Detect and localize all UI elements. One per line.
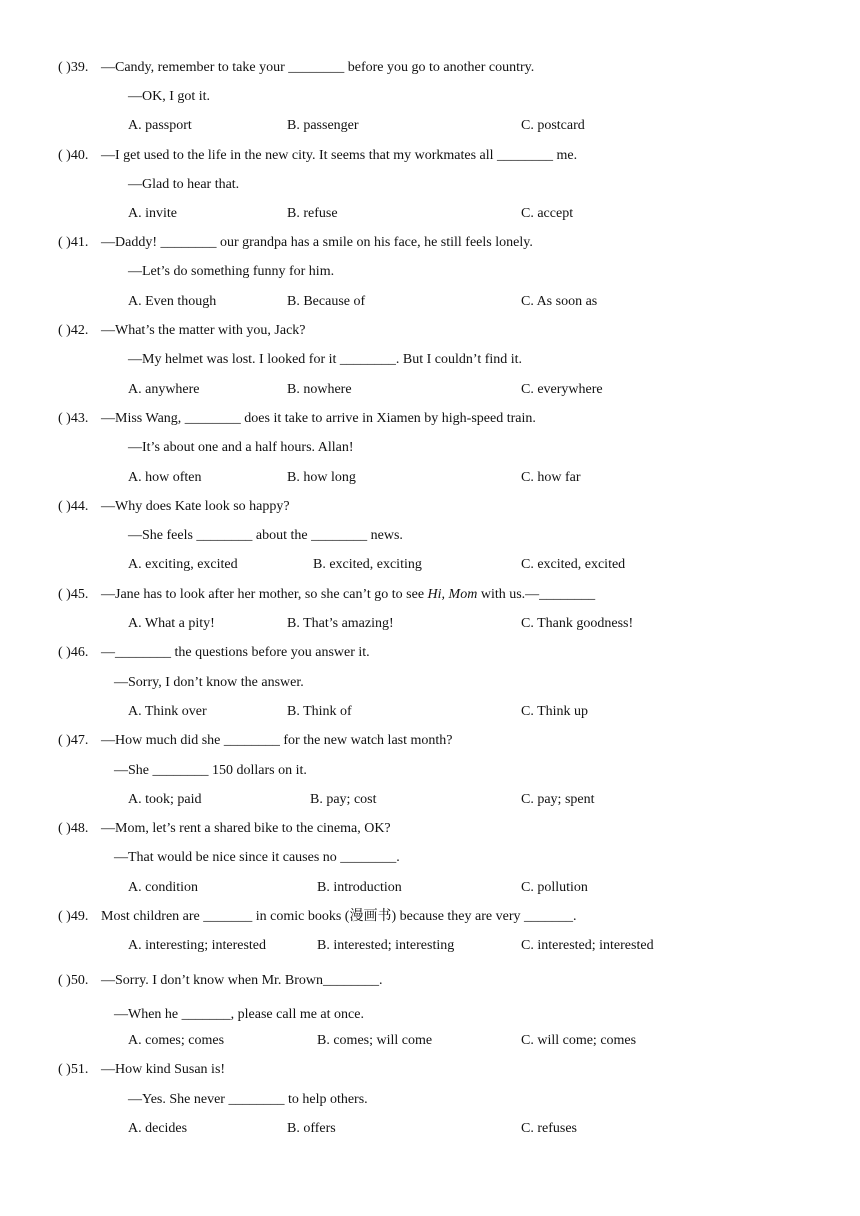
option-a: A. condition [128, 880, 198, 895]
option-c: C. how far [521, 470, 581, 485]
option-a: A. Think over [128, 704, 207, 719]
question-number: ( )48. [58, 821, 89, 836]
question-number: ( )39. [58, 60, 89, 75]
question-reply: —It’s about one and a half hours. Allan! [128, 440, 354, 455]
option-b: B. nowhere [287, 382, 352, 397]
option-b: B. interested; interesting [317, 938, 455, 953]
option-b: B. comes; will come [317, 1033, 433, 1048]
question-stem: —How kind Susan is! [101, 1062, 226, 1077]
question-stem: —________ the questions before you answer it. [101, 645, 370, 660]
option-c: C. will come; comes [521, 1033, 637, 1048]
question-stem: —How much did she ________ for the new watch last month? [101, 733, 453, 748]
question-stem: —What’s the matter with you, Jack? [101, 323, 306, 338]
question-stem: Most children are _______ in comic books (漫画书) because they are very _______. [101, 909, 577, 924]
question-stem: —Sorry. I don’t know when Mr. Brown________. [101, 973, 383, 988]
option-a: A. interesting; interested [128, 938, 267, 953]
option-a: A. comes; comes [128, 1033, 225, 1048]
question-reply: —That would be nice since it causes no ________. [114, 850, 400, 865]
option-a: A. What a pity! [128, 616, 215, 631]
option-c: C. everywhere [521, 382, 603, 397]
question-reply: —My helmet was lost. I looked for it ________. But I couldn’t find it. [128, 352, 523, 367]
option-a: A. Even though [128, 294, 217, 309]
question-stem: —Why does Kate look so happy? [101, 499, 290, 514]
question-reply: —Sorry, I don’t know the answer. [114, 675, 304, 690]
option-b: B. excited, exciting [313, 557, 422, 572]
option-a: A. exciting, excited [128, 557, 238, 572]
question-number: ( )50. [58, 973, 89, 988]
option-b: B. Think of [287, 704, 352, 719]
question-reply: —Glad to hear that. [128, 177, 240, 192]
question-number: ( )45. [58, 587, 89, 602]
option-a: A. decides [128, 1121, 188, 1136]
question-reply: —She ________ 150 dollars on it. [114, 763, 307, 778]
option-b: B. introduction [317, 880, 402, 895]
question-number: ( )44. [58, 499, 89, 514]
option-c: C. Thank goodness! [521, 616, 634, 631]
option-c: C. postcard [521, 118, 585, 133]
question-stem: —Candy, remember to take your ________ before you go to another country. [101, 60, 535, 75]
option-b: B. refuse [287, 206, 338, 221]
option-c: C. refuses [521, 1121, 577, 1136]
option-c: C. accept [521, 206, 574, 221]
option-c: C. pay; spent [521, 792, 595, 807]
option-b: B. Because of [287, 294, 366, 309]
question-number: ( )51. [58, 1062, 89, 1077]
question-stem: —I get used to the life in the new city. It seems that my workmates all ________ me. [101, 148, 578, 163]
question-reply: —Yes. She never ________ to help others. [128, 1092, 368, 1107]
question-number: ( )47. [58, 733, 89, 748]
question-number: ( )41. [58, 235, 89, 250]
question-stem: —Mom, let’s rent a shared bike to the cinema, OK? [101, 821, 391, 836]
option-a: A. took; paid [128, 792, 202, 807]
question-stem: —Daddy! ________ our grandpa has a smile on his face, he still feels lonely. [101, 235, 533, 250]
option-b: B. how long [287, 470, 356, 485]
option-a: A. anywhere [128, 382, 200, 397]
option-c: C. As soon as [521, 294, 598, 309]
question-number: ( )46. [58, 645, 89, 660]
option-a: A. passport [128, 118, 192, 133]
question-number: ( )40. [58, 148, 89, 163]
option-b: B. offers [287, 1121, 336, 1136]
movie-title: Hi, Mom [427, 587, 478, 602]
option-b: B. pay; cost [310, 792, 377, 807]
question-reply: —When he _______, please call me at once. [114, 1007, 364, 1022]
question-number: ( )43. [58, 411, 89, 426]
question-stem: —Miss Wang, ________ does it take to arrive in Xiamen by high-speed train. [101, 411, 536, 426]
option-c: C. excited, excited [521, 557, 626, 572]
option-b: B. That’s amazing! [287, 616, 394, 631]
question-reply: —She feels ________ about the ________ news. [128, 528, 403, 543]
option-c: C. pollution [521, 880, 588, 895]
question-reply: —Let’s do something funny for him. [128, 264, 335, 279]
question-reply: —OK, I got it. [128, 89, 211, 104]
question-number: ( )42. [58, 323, 89, 338]
option-a: A. invite [128, 206, 177, 221]
option-b: B. passenger [287, 118, 359, 133]
option-c: C. Think up [521, 704, 589, 719]
option-a: A. how often [128, 470, 202, 485]
option-c: C. interested; interested [521, 938, 654, 953]
question-number: ( )49. [58, 909, 89, 924]
question-stem: —Jane has to look after her mother, so she can’t go to see Hi, Mom with us.—________ [101, 587, 596, 602]
